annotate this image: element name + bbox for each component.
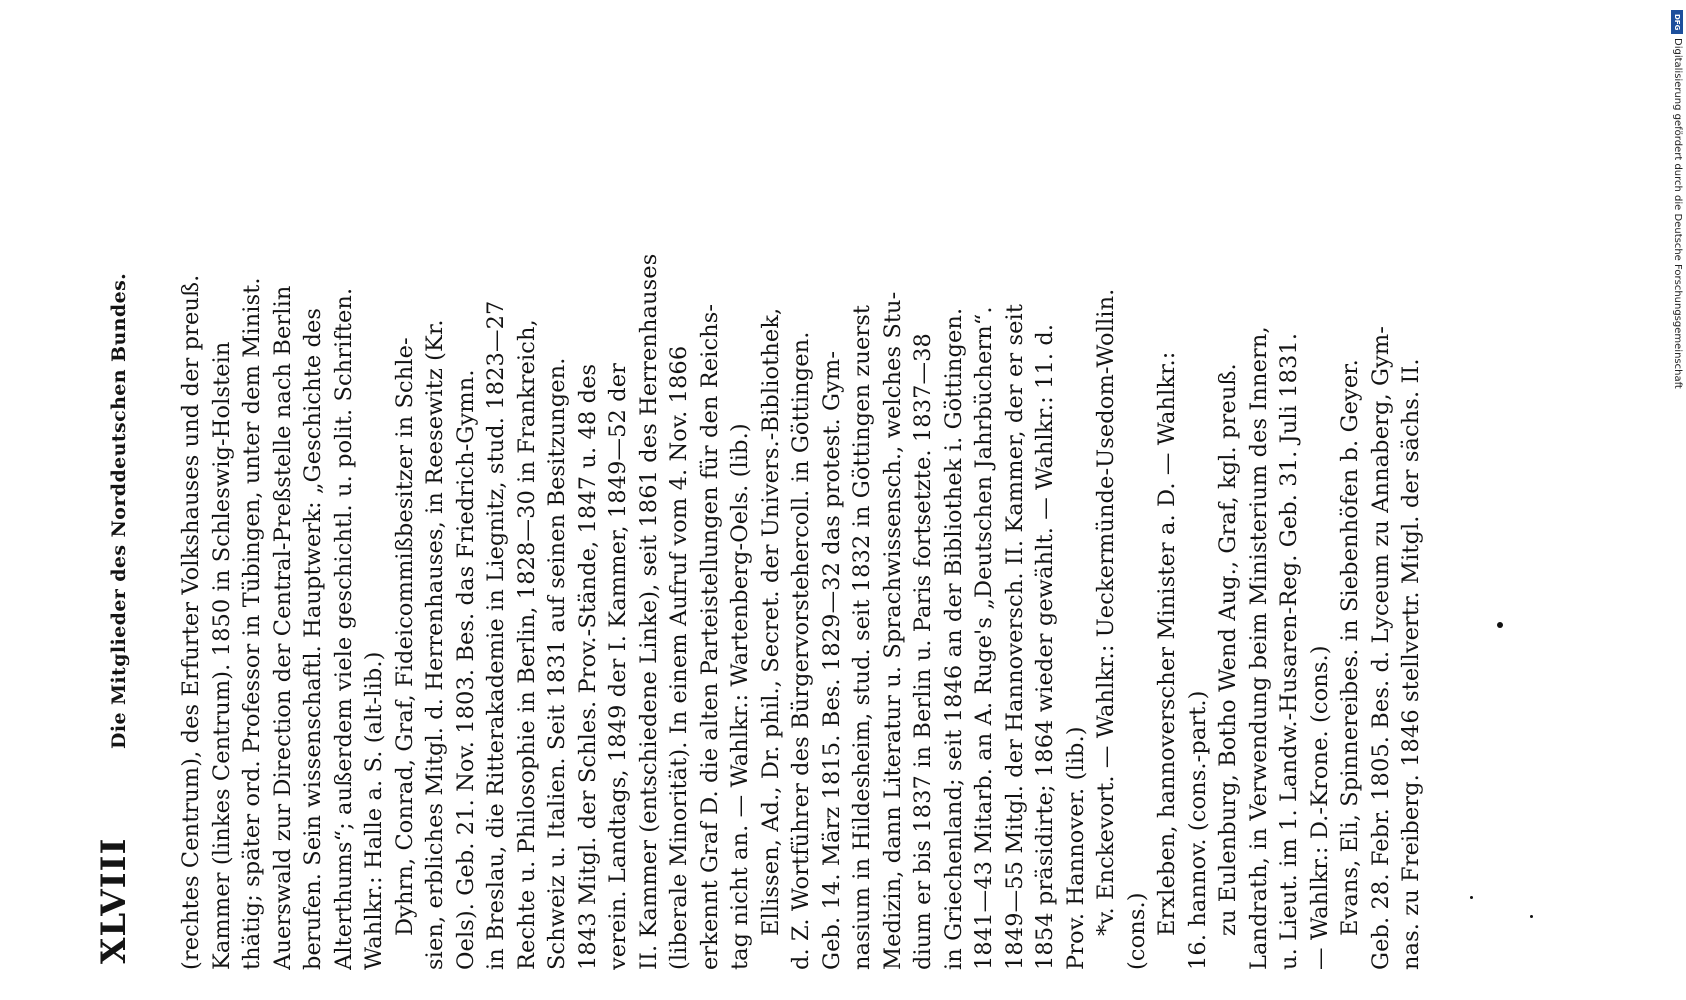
text-line: (rechtes Centrum), des Erfurter Volkshauses und der preuß. — [178, 274, 204, 970]
text-line: dium er bis 1837 in Berlin u. Paris fortsetzte. 1837—38 — [910, 333, 936, 970]
text-line: Dyhrn, Conrad, Graf, Fideicommißbesitzer in Schle- — [391, 337, 418, 936]
scan-speck — [1497, 622, 1503, 628]
text-line: Evans, Eli, Spinnereibes. in Siebenhöfen b. Geyer. — [1337, 359, 1363, 936]
text-line: Auerswald zur Direction der Central-Preßstelle nach Berlin — [269, 285, 296, 970]
scan-speck — [1530, 915, 1533, 918]
text-line: berufen. Sein wissenschaftl. Hauptwerk: „Geschichte des — [300, 307, 326, 970]
text-line: d. Z. Wortführer des Bürgervorstehercoll. in Göttingen. — [788, 331, 814, 970]
digitization-credit — [1670, 6, 1684, 906]
text-line: thätig; später ord. Professor in Tübingen, unter dem Minist. — [239, 277, 265, 970]
text-line: tag nicht an. — Wahlkr.: Wartenberg-Oels. (lib.) — [727, 423, 753, 970]
text-line: u. Lieut. im 1. Landw.-Husaren-Reg. Geb. 31. Juli 1831. — [1276, 332, 1302, 970]
text-line: 16. hannov. (cons.-part.) — [1184, 690, 1211, 970]
text-line: *v. Enckevort. — Wahlkr.: Ueckermünde-Usedom-Wollin. — [1093, 288, 1119, 936]
text-line: Ellissen, Ad., Dr. phil., Secret. der Univers.-Bibliothek, — [757, 307, 784, 936]
text-line: sien, erbliches Mitgl. d. Herrenhauses, in Reesewitz (Kr. — [422, 319, 448, 970]
text-line: — Wahlkr.: D.-Krone. (cons.) — [1306, 645, 1333, 970]
scan-speck — [1470, 896, 1473, 899]
text-line: nasium in Hildesheim, stud. seit 1832 in Göttingen zuerst — [849, 304, 875, 970]
text-line: 1841—43 Mitarb. an A. Ruge's „Deutschen Jahrbüchern“. — [971, 306, 997, 970]
text-line: (cons.) — [1123, 892, 1150, 970]
text-line: in Griechenland; seit 1846 an der Bibliothek i. Göttingen. — [940, 307, 967, 970]
text-line: Rechte u. Philosophie in Berlin, 1828—30 in Frankreich, — [513, 319, 540, 970]
text-line: 1854 präsidirte; 1864 wieder gewählt. — Wahlkr.: 11. d. — [1032, 323, 1058, 970]
text-line: Kammer (linkes Centrum). 1850 in Schleswig-Holstein — [208, 341, 235, 970]
page-header — [80, 30, 150, 970]
text-line: zu Eulenburg, Botho Wend Aug., Graf, kgl. preuß. — [1215, 363, 1241, 936]
credit-text: Digitalisierung gefördert durch die Deutsche Forschungsgemeinschaft — [1672, 38, 1683, 389]
text-line: II. Kammer (entschiedene Linke), seit 1861 des Herrenhauses — [635, 253, 662, 970]
text-line: Schweiz u. Italien. Seit 1831 auf seinen Besitzungen. — [544, 357, 570, 970]
dfg-logo: DFG — [1671, 10, 1683, 34]
text-line: erkennt Graf D. die alten Parteistellungen für den Reichs- — [696, 303, 723, 970]
text-line: verein. Landtags, 1849 der I. Kammer, 1849—52 der — [605, 363, 631, 970]
text-line: Oels). Geb. 21. Nov. 1803. Bes. das Friedrich-Gymn. — [452, 369, 479, 970]
scanned-page — [80, 30, 1510, 970]
text-line: 1843 Mitgl. der Schles. Prov.-Stände, 1847 u. 48 des — [574, 363, 601, 970]
text-line: 1849—55 Mitgl. der Hannoversch. II. Kammer, der er seit — [1001, 304, 1028, 970]
text-line: Geb. 28. Febr. 1805. Bes. d. Lyceum zu Annaberg, Gym- — [1367, 326, 1394, 970]
text-line: nas. zu Freiberg. 1846 stellvertr. Mitgl. der sächs. II. — [1398, 358, 1424, 970]
running-head: Die Mitglieder des Norddeutschen Bundes. — [108, 272, 130, 749]
text-line: in Breslau, die Ritterakademie in Liegnitz, stud. 1823—27 — [483, 300, 509, 970]
text-line: Medizin, dann Literatur u. Sprachwissensch., welches Stu- — [879, 291, 906, 970]
text-line: Alterthums“; außerdem viele geschichtl. u. polit. Schriften. — [330, 287, 357, 970]
text-line: Prov. Hannover. (lib.) — [1062, 726, 1089, 970]
text-line: Wahlkr.: Halle a. S. (alt-lib.) — [361, 651, 387, 970]
page-number: XLVIII — [94, 837, 134, 964]
body-text — [176, 30, 1427, 970]
text-line: Erxleben, hannoverscher Minister a. D. — Wahlkr.: — [1154, 351, 1180, 936]
text-line: Geb. 14. März 1815. Bes. 1829—32 das protest. Gym- — [818, 350, 845, 970]
text-line: Landrath, in Verwendung beim Ministerium des Innern, — [1245, 326, 1272, 970]
text-line: (liberale Minorität). In einem Aufruf vom 4. Nov. 1866 — [666, 345, 692, 970]
